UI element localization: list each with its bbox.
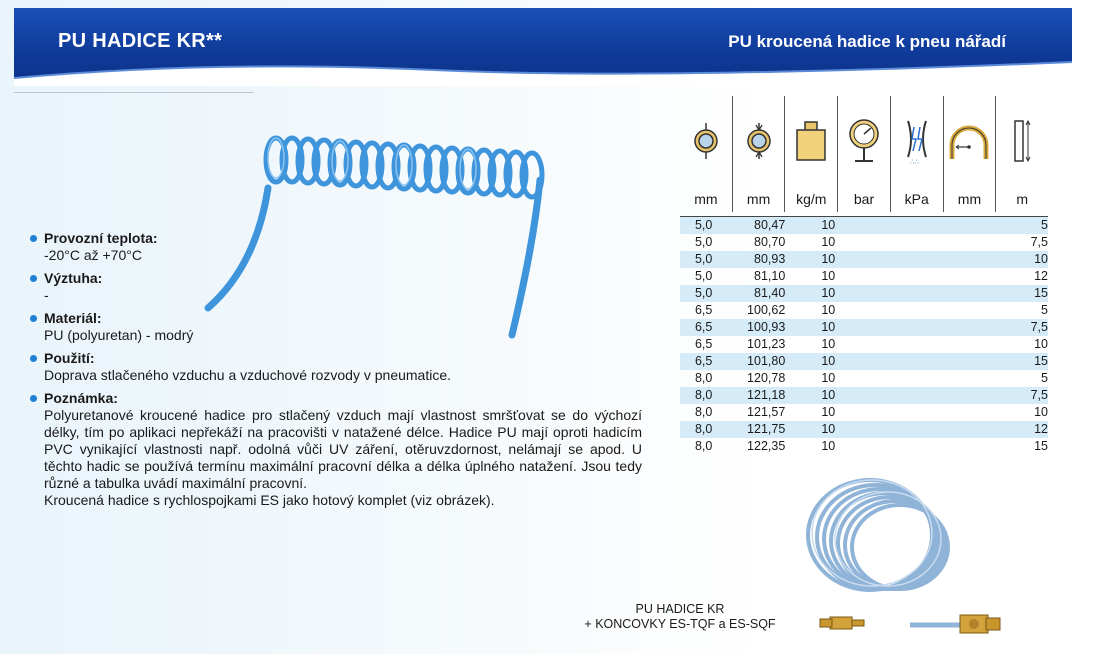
table-cell <box>865 387 941 404</box>
unit-label: m <box>995 186 1048 212</box>
table-cell <box>940 387 1005 404</box>
property-value: Doprava stlačeného vzduchu a vzduchové rozvody v pneumatice. <box>44 367 452 383</box>
table-cell: 10 <box>821 285 864 302</box>
table-cell: 0,47 <box>761 217 821 234</box>
table-cell: 8 <box>712 285 761 302</box>
table-cell: 0,70 <box>760 235 786 249</box>
table-cell: 8 <box>712 251 761 268</box>
table-row <box>680 353 1048 370</box>
table-cell: 2,35 <box>760 439 786 453</box>
table-cell: 0,93 <box>761 319 821 336</box>
length-icon <box>995 96 1048 186</box>
property-note <box>30 390 642 509</box>
table-cell <box>940 336 1005 353</box>
table-cell <box>865 438 941 455</box>
burst-pressure-icon <box>890 96 943 186</box>
bend-radius-icon <box>943 96 996 186</box>
table-cell <box>940 421 1005 438</box>
table-cell: 12 <box>712 421 761 438</box>
property-label: Poznámka: <box>30 390 642 407</box>
table-cell <box>865 319 941 336</box>
table-cell: 5 <box>1041 371 1048 385</box>
table-cell <box>940 285 1005 302</box>
property-value-extra: Kroucená hadice s rychlospojkami ES jako hotový komplet (viz obrázek). <box>44 492 495 508</box>
table-cell: 10 <box>821 269 836 283</box>
table-cell: 15 <box>1034 439 1048 453</box>
spec-table <box>680 96 1048 455</box>
property-material <box>30 310 642 344</box>
table-icon-row <box>680 96 1048 186</box>
table-cell: 15 <box>1005 285 1048 302</box>
table-cell: 7,5 <box>1030 235 1048 249</box>
unit-label: mm <box>732 186 785 212</box>
image-caption <box>560 602 800 632</box>
table-cell <box>865 268 941 285</box>
table-cell: 5,0 <box>694 235 713 249</box>
table-unit-row <box>680 186 1048 212</box>
table-cell: 1,10 <box>760 269 786 283</box>
divider <box>14 92 254 93</box>
table-cell: 1,40 <box>761 285 821 302</box>
table-cell: 1,18 <box>761 387 821 404</box>
hose-with-couplings-image <box>800 465 1060 645</box>
table-cell: 10 <box>821 217 864 234</box>
table-cell: 10 <box>1034 337 1048 351</box>
table-cell: 6,5 <box>694 303 713 317</box>
table-row <box>680 370 1048 387</box>
property-reinforcement <box>30 270 642 304</box>
table-cell: 10 <box>747 303 761 317</box>
unit-label: bar <box>837 186 890 212</box>
table-cell: 15 <box>1005 353 1048 370</box>
table-cell: 10 <box>1005 251 1048 268</box>
table-cell: 1,23 <box>760 337 786 351</box>
table-cell: 10 <box>821 421 864 438</box>
table-cell: 5,0 <box>694 269 713 283</box>
table-row <box>680 438 1048 455</box>
table-cell <box>940 370 1005 387</box>
page-title: PU HADICE KR** <box>58 30 223 52</box>
table-cell: 7,5 <box>1005 387 1048 404</box>
property-label: Použití: <box>30 350 642 367</box>
caption-line: PU HADICE KR <box>635 602 725 616</box>
property-usage <box>30 350 642 384</box>
table-cell <box>865 353 941 370</box>
table-row <box>680 421 1048 438</box>
table-cell: 10 <box>821 405 836 419</box>
weight-icon <box>784 96 837 186</box>
unit-label: kg/m <box>784 186 837 212</box>
property-label: Výztuha: <box>30 270 642 287</box>
outer-diameter-icon <box>732 96 785 186</box>
table-cell: 10 <box>712 353 761 370</box>
table-cell: 12 <box>747 439 761 453</box>
table-cell: 0,78 <box>760 371 786 385</box>
table-cell <box>940 438 1005 455</box>
table-cell: 10 <box>821 439 836 453</box>
table-cell <box>940 251 1005 268</box>
table-cell: 8,0 <box>694 405 713 419</box>
table-cell: 8,0 <box>694 439 713 453</box>
table-cell: 8 <box>753 235 761 249</box>
property-value: PU (polyuretan) - modrý <box>44 327 194 343</box>
caption-line: + KONCOVKY ES-TQF a ES-SQF <box>584 617 776 631</box>
table-cell: 10 <box>821 319 864 336</box>
table-cell <box>865 217 941 234</box>
property-value: Polyuretanové kroucené hadice pro stlačený vzduch mají vlastnost smršťovat se do výchozí délky, tím po aplikaci nepřekáží na pracovišti v natažené délce. Hadice PU mají oproti hadicím PVC vynikající vlastnosti např. odolná vůči UV záření, otěruvzdornost, nelámají se apod. U těchto hadic se používá termínu maximální pracovní délka a délka úplného natažení. Jsou tedy různé a tabulka uvádí maximální pracovní. <box>44 407 642 491</box>
header-wave-decoration <box>14 56 1072 86</box>
table-cell: 5 <box>1005 217 1048 234</box>
table-cell: 10 <box>821 303 836 317</box>
table-cell: 0,93 <box>761 251 821 268</box>
table-cell: 8,0 <box>680 421 712 438</box>
table-cell: 5 <box>1041 303 1048 317</box>
table-cell: 10 <box>821 251 864 268</box>
table-cell <box>865 336 941 353</box>
table-cell: 1,57 <box>760 405 786 419</box>
table-cell <box>940 319 1005 336</box>
table-cell <box>940 353 1005 370</box>
table-cell: 10 <box>821 387 864 404</box>
page-subtitle: PU kroucená hadice k pneu nářadí <box>728 32 1006 51</box>
property-value: - <box>44 287 49 303</box>
table-cell <box>865 421 941 438</box>
table-cell: 5,0 <box>680 251 712 268</box>
property-temperature <box>30 230 642 264</box>
table-cell: 12 <box>1034 269 1048 283</box>
table-cell: 10 <box>821 371 836 385</box>
unit-label: kPa <box>890 186 943 212</box>
table-cell: 10 <box>747 337 761 351</box>
table-cell: 6,5 <box>680 319 712 336</box>
table-cell <box>865 302 941 319</box>
table-cell <box>865 251 941 268</box>
table-cell <box>940 268 1005 285</box>
pressure-gauge-icon <box>837 96 890 186</box>
table-cell: 7,5 <box>1005 319 1048 336</box>
table-cell: 12 <box>747 405 761 419</box>
table-cell <box>940 302 1005 319</box>
coupling-right-icon <box>960 615 1000 633</box>
table-cell: 6,5 <box>694 337 713 351</box>
table-cell: 5,0 <box>680 217 712 234</box>
table-cell: 8,0 <box>694 371 713 385</box>
table-cell <box>865 234 941 251</box>
table-row <box>680 387 1048 404</box>
svg-text:∴∴: ∴∴ <box>909 158 919 165</box>
table-cell <box>940 217 1005 234</box>
coupling-left-icon <box>820 617 864 629</box>
table-row <box>680 268 1048 285</box>
table-cell: 6,5 <box>680 353 712 370</box>
table-cell: 10 <box>821 353 864 370</box>
table-row <box>680 217 1048 234</box>
properties-list <box>30 230 642 515</box>
unit-label: mm <box>694 191 718 207</box>
table-cell: 8 <box>753 269 761 283</box>
table-cell: 5,0 <box>680 285 712 302</box>
table-cell: 1,75 <box>761 421 821 438</box>
table-row <box>680 404 1048 421</box>
table-cell <box>865 285 941 302</box>
table-row <box>680 285 1048 302</box>
table-cell: 10 <box>821 235 836 249</box>
table-cell <box>865 404 941 421</box>
table-row <box>680 336 1048 353</box>
property-label: Materiál: <box>30 310 642 327</box>
property-label: Provozní teplota: <box>30 230 642 247</box>
table-cell <box>940 234 1005 251</box>
spec-table-body <box>680 217 1048 455</box>
table-row <box>680 251 1048 268</box>
table-cell: 10 <box>1034 405 1048 419</box>
table-cell: 10 <box>821 337 836 351</box>
table-row <box>680 234 1048 251</box>
inner-diameter-icon <box>680 96 732 186</box>
unit-label: mm <box>943 186 996 212</box>
table-cell: 8 <box>712 217 761 234</box>
table-row <box>680 319 1048 336</box>
table-cell <box>865 370 941 387</box>
table-cell <box>940 404 1005 421</box>
table-cell: 0,62 <box>760 303 786 317</box>
table-cell: 10 <box>712 319 761 336</box>
table-cell: 12 <box>747 371 761 385</box>
table-cell: 1,80 <box>761 353 821 370</box>
table-cell: 12 <box>712 387 761 404</box>
table-cell: 8,0 <box>680 387 712 404</box>
property-value: -20°C až +70°C <box>44 247 142 263</box>
table-cell: 12 <box>1005 421 1048 438</box>
table-row <box>680 302 1048 319</box>
